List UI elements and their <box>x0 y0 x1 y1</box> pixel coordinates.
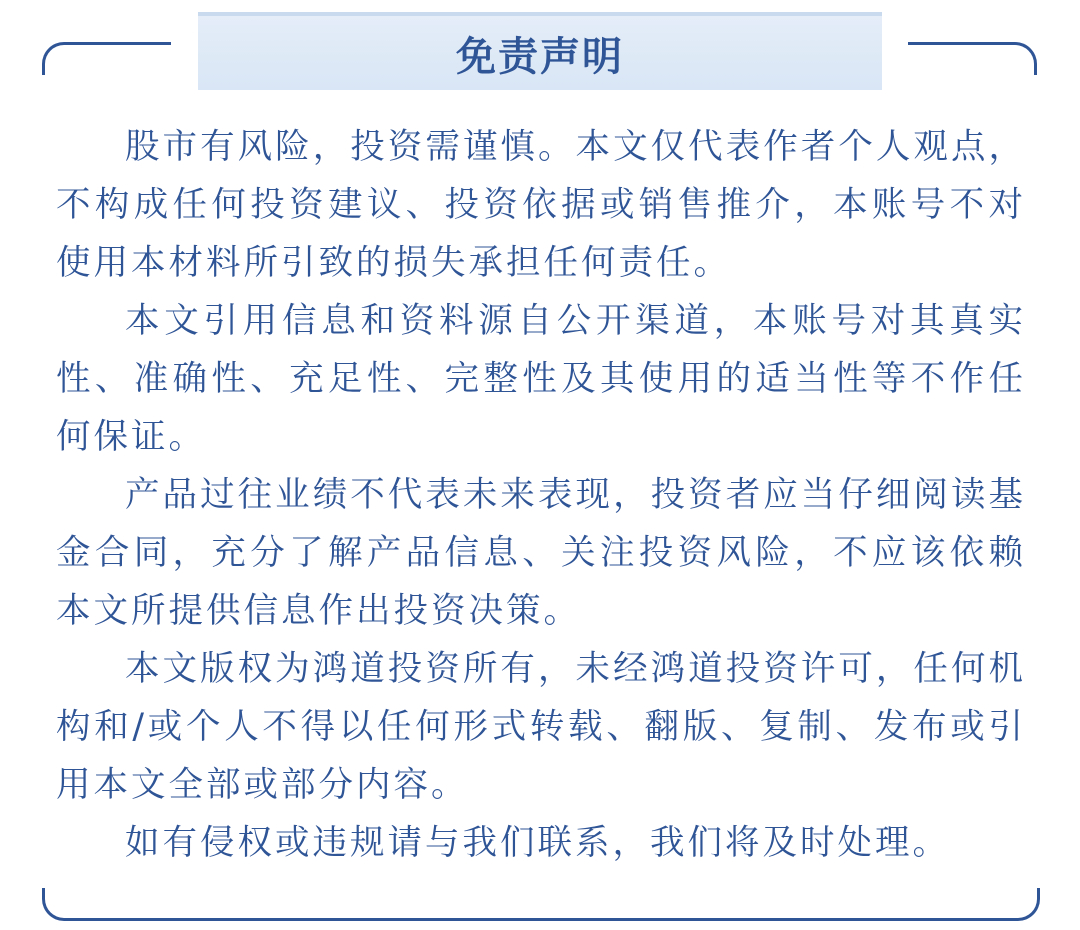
paragraph-past-performance: 产品过往业绩不代表未来表现，投资者应当仔细阅读基金合同，充分了解产品信息、关注投资风险，不应该依赖本文所提供信息作出投资决策。 <box>56 475 1026 631</box>
disclaimer-body <box>56 118 1026 872</box>
paragraph-source-info: 本文引用信息和资料源自公开渠道，本账号对其真实性、准确性、充足性、完整性及其使用的适当性等不作任何保证。 <box>56 301 1026 457</box>
page-title: 免责声明 <box>456 33 624 80</box>
frame-bottom-bracket <box>42 888 1040 921</box>
paragraph-copyright: 本文版权为鸿道投资所有，未经鸿道投资许可，任何机构和/或个人不得以任何形式转载、翻版、复制、发布或引用本文全部或部分内容。 <box>56 649 1026 805</box>
frame-top-right-bracket <box>908 42 1037 75</box>
frame-top-left-bracket <box>42 42 171 75</box>
paragraph-risk-warning: 股市有风险，投资需谨慎。本文仅代表作者个人观点，不构成任何投资建议、投资依据或销售推介，本账号不对使用本材料所引致的损失承担任何责任。 <box>56 127 1026 283</box>
paragraph-contact: 如有侵权或违规请与我们联系，我们将及时处理。 <box>125 823 950 863</box>
title-banner <box>198 12 882 90</box>
